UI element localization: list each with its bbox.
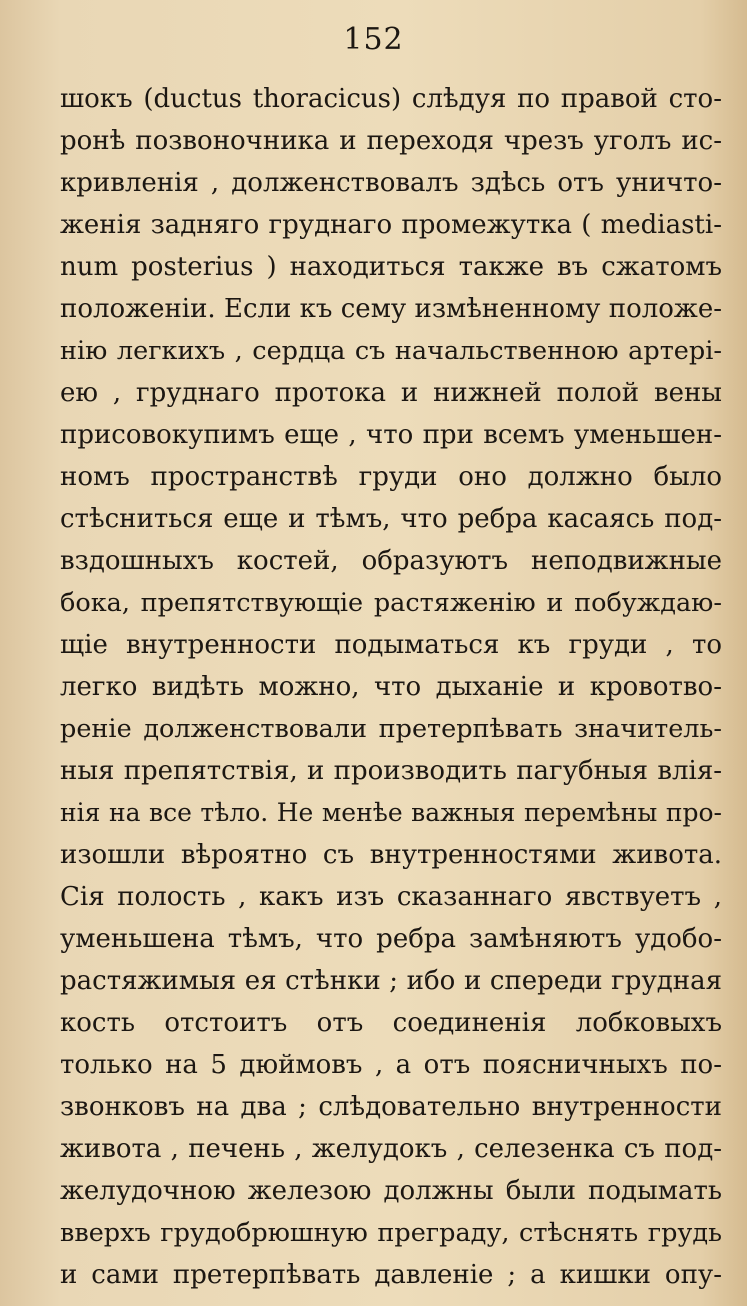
- text-line: и сами претерпѣвать давленіе ; а кишки опу-: [60, 1260, 722, 1290]
- text-line: желудочною железою должны были подымать: [60, 1176, 722, 1206]
- text-line: реніе долженствовали претерпѣвать значитель-: [60, 714, 722, 744]
- text-line: женія задняго груднаго промежутка ( mediasti-: [60, 210, 722, 240]
- text-line: вздошныхъ костей, образуютъ неподвижные: [60, 546, 722, 576]
- text-line: изошли вѣроятно съ внутренностями живота.: [60, 840, 722, 870]
- text-line: ныя препятствія, и производить пагубныя влія-: [60, 756, 722, 786]
- text-line: уменьшена тѣмъ, что ребра замѣняютъ удобо-: [60, 924, 722, 954]
- text-line: легко видѣть можно, что дыханіе и кровотво-: [60, 672, 722, 702]
- text-line: стѣсниться еще и тѣмъ, что ребра касаясь под-: [60, 504, 722, 534]
- text-line: ею , груднаго протока и нижней полой вены: [60, 378, 722, 408]
- text-line: звонковъ на два ; слѣдовательно внутренности: [60, 1092, 722, 1122]
- body-text: [60, 78, 722, 1296]
- text-line: кривленія , долженствовалъ здѣсь отъ уничто-: [60, 168, 722, 198]
- text-line: положеніи. Если къ сему измѣненному положе-: [60, 294, 722, 324]
- text-line: только на 5 дюймовъ , а отъ поясничныхъ по-: [60, 1050, 722, 1080]
- text-line: ронѣ позвоночника и переходя чрезъ уголъ ис-: [60, 126, 722, 156]
- text-line: num posterius ) находиться также въ сжатомъ: [60, 252, 722, 282]
- page-number: 152: [343, 22, 404, 57]
- text-line: щіе внутренности подыматься къ груди , то: [60, 630, 722, 660]
- text-line: нія на все тѣло. Не менѣе важныя перемѣны про-: [60, 798, 722, 827]
- text-line: вверхъ грудобрюшную преграду, стѣснять грудь: [60, 1218, 722, 1248]
- text-line: бока, препятствующіе растяженію и побуждаю-: [60, 588, 722, 618]
- text-line: растяжимыя ея стѣнки ; ибо и спереди грудная: [60, 966, 722, 996]
- text-line: кость отстоитъ отъ соединенія лобковыхъ: [60, 1008, 722, 1038]
- text-line: живота , печень , желудокъ , селезенка съ под-: [60, 1134, 722, 1164]
- text-line: Сія полость , какъ изъ сказаннаго явствуетъ ,: [60, 882, 722, 912]
- text-line: шокъ (ductus thoracicus) слѣдуя по правой сто-: [60, 84, 722, 114]
- text-line: номъ пространствѣ груди оно должно было: [60, 462, 722, 492]
- text-line: нію легкихъ , сердца съ начальственною артері-: [60, 336, 722, 366]
- text-line: присовокупимъ еще , что при всемъ уменьшен-: [60, 420, 722, 450]
